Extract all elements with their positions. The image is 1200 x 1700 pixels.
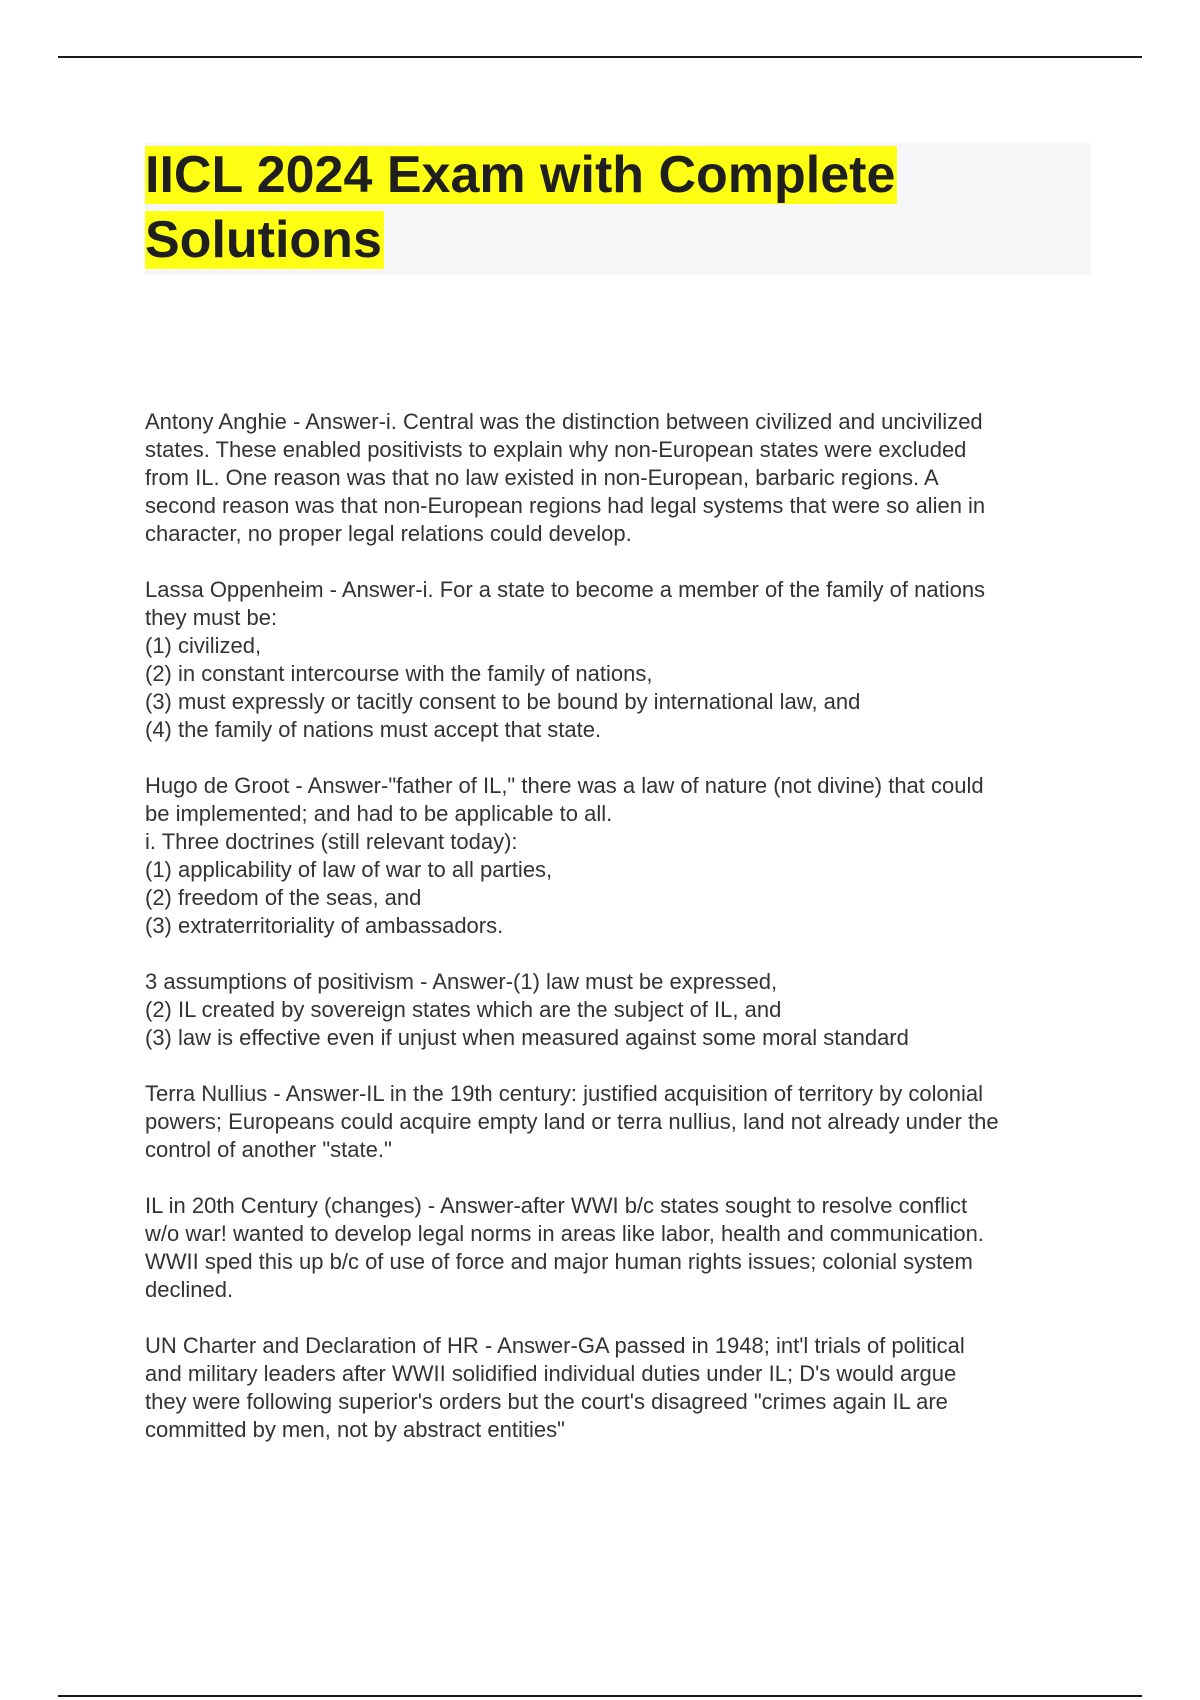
qa-line: UN Charter and Declaration of HR - Answer-GA passed in 1948; int'l trials of political (145, 1333, 965, 1358)
qa-line: (2) IL created by sovereign states which are the subject of IL, and (145, 997, 782, 1022)
title-line-1: IICL 2024 Exam with Complete (145, 146, 896, 204)
qa-line: control of another "state." (145, 1137, 392, 1162)
qa-list (145, 408, 1085, 1472)
qa-line: states. These enabled positivists to explain why non-European states were excluded (145, 437, 967, 462)
qa-line: Lassa Oppenheim - Answer-i. For a state to become a member of the family of nations (145, 577, 986, 602)
qa-line: IL in 20th Century (changes) - Answer-after WWI b/c states sought to resolve conflict (145, 1193, 968, 1218)
bottom-rule (58, 1695, 1142, 1697)
qa-line: Hugo de Groot - Answer-"father of IL," there was a law of nature (not divine) that could (145, 773, 984, 798)
qa-item (145, 1192, 1085, 1304)
qa-item (145, 772, 1085, 940)
qa-item (145, 1080, 1085, 1164)
qa-line: i. Three doctrines (still relevant today): (145, 829, 518, 854)
qa-line: character, no proper legal relations could develop. (145, 521, 632, 546)
qa-line: be implemented; and had to be applicable to all. (145, 801, 613, 826)
qa-line: they were following superior's orders but the court's disagreed "crimes again IL are (145, 1389, 948, 1414)
qa-line: (4) the family of nations must accept that state. (145, 717, 602, 742)
title-line-2: Solutions (145, 211, 382, 269)
qa-line: from IL. One reason was that no law existed in non-European, barbaric regions. A (145, 465, 939, 490)
page-title (145, 143, 975, 273)
qa-item (145, 968, 1085, 1052)
qa-item (145, 576, 1085, 744)
qa-line: 3 assumptions of positivism - Answer-(1) law must be expressed, (145, 969, 778, 994)
top-rule (58, 56, 1142, 58)
qa-line: declined. (145, 1277, 234, 1302)
qa-line: Terra Nullius - Answer-IL in the 19th century: justified acquisition of territory by colonial (145, 1081, 984, 1106)
qa-line: WWII sped this up b/c of use of force and major human rights issues; colonial system (145, 1249, 973, 1274)
qa-line: they must be: (145, 605, 278, 630)
qa-item (145, 408, 1085, 548)
qa-line: (2) in constant intercourse with the family of nations, (145, 661, 653, 686)
qa-line: (1) civilized, (145, 633, 262, 658)
qa-item (145, 1332, 1085, 1444)
qa-line: second reason was that non-European regions had legal systems that were so alien in (145, 493, 986, 518)
qa-line: and military leaders after WWII solidified individual duties under IL; D's would argue (145, 1361, 957, 1386)
qa-line: (1) applicability of law of war to all parties, (145, 857, 553, 882)
qa-line: powers; Europeans could acquire empty land or terra nullius, land not already under the (145, 1109, 999, 1134)
qa-line: committed by men, not by abstract entities" (145, 1417, 565, 1442)
qa-line: (3) must expressly or tacitly consent to be bound by international law, and (145, 689, 861, 714)
qa-line: (2) freedom of the seas, and (145, 885, 422, 910)
qa-line: (3) extraterritoriality of ambassadors. (145, 913, 504, 938)
qa-line: Antony Anghie - Answer-i. Central was the distinction between civilized and uncivilized (145, 409, 983, 434)
qa-line: w/o war! wanted to develop legal norms in areas like labor, health and communication. (145, 1221, 984, 1246)
qa-line: (3) law is effective even if unjust when measured against some moral standard (145, 1025, 909, 1050)
